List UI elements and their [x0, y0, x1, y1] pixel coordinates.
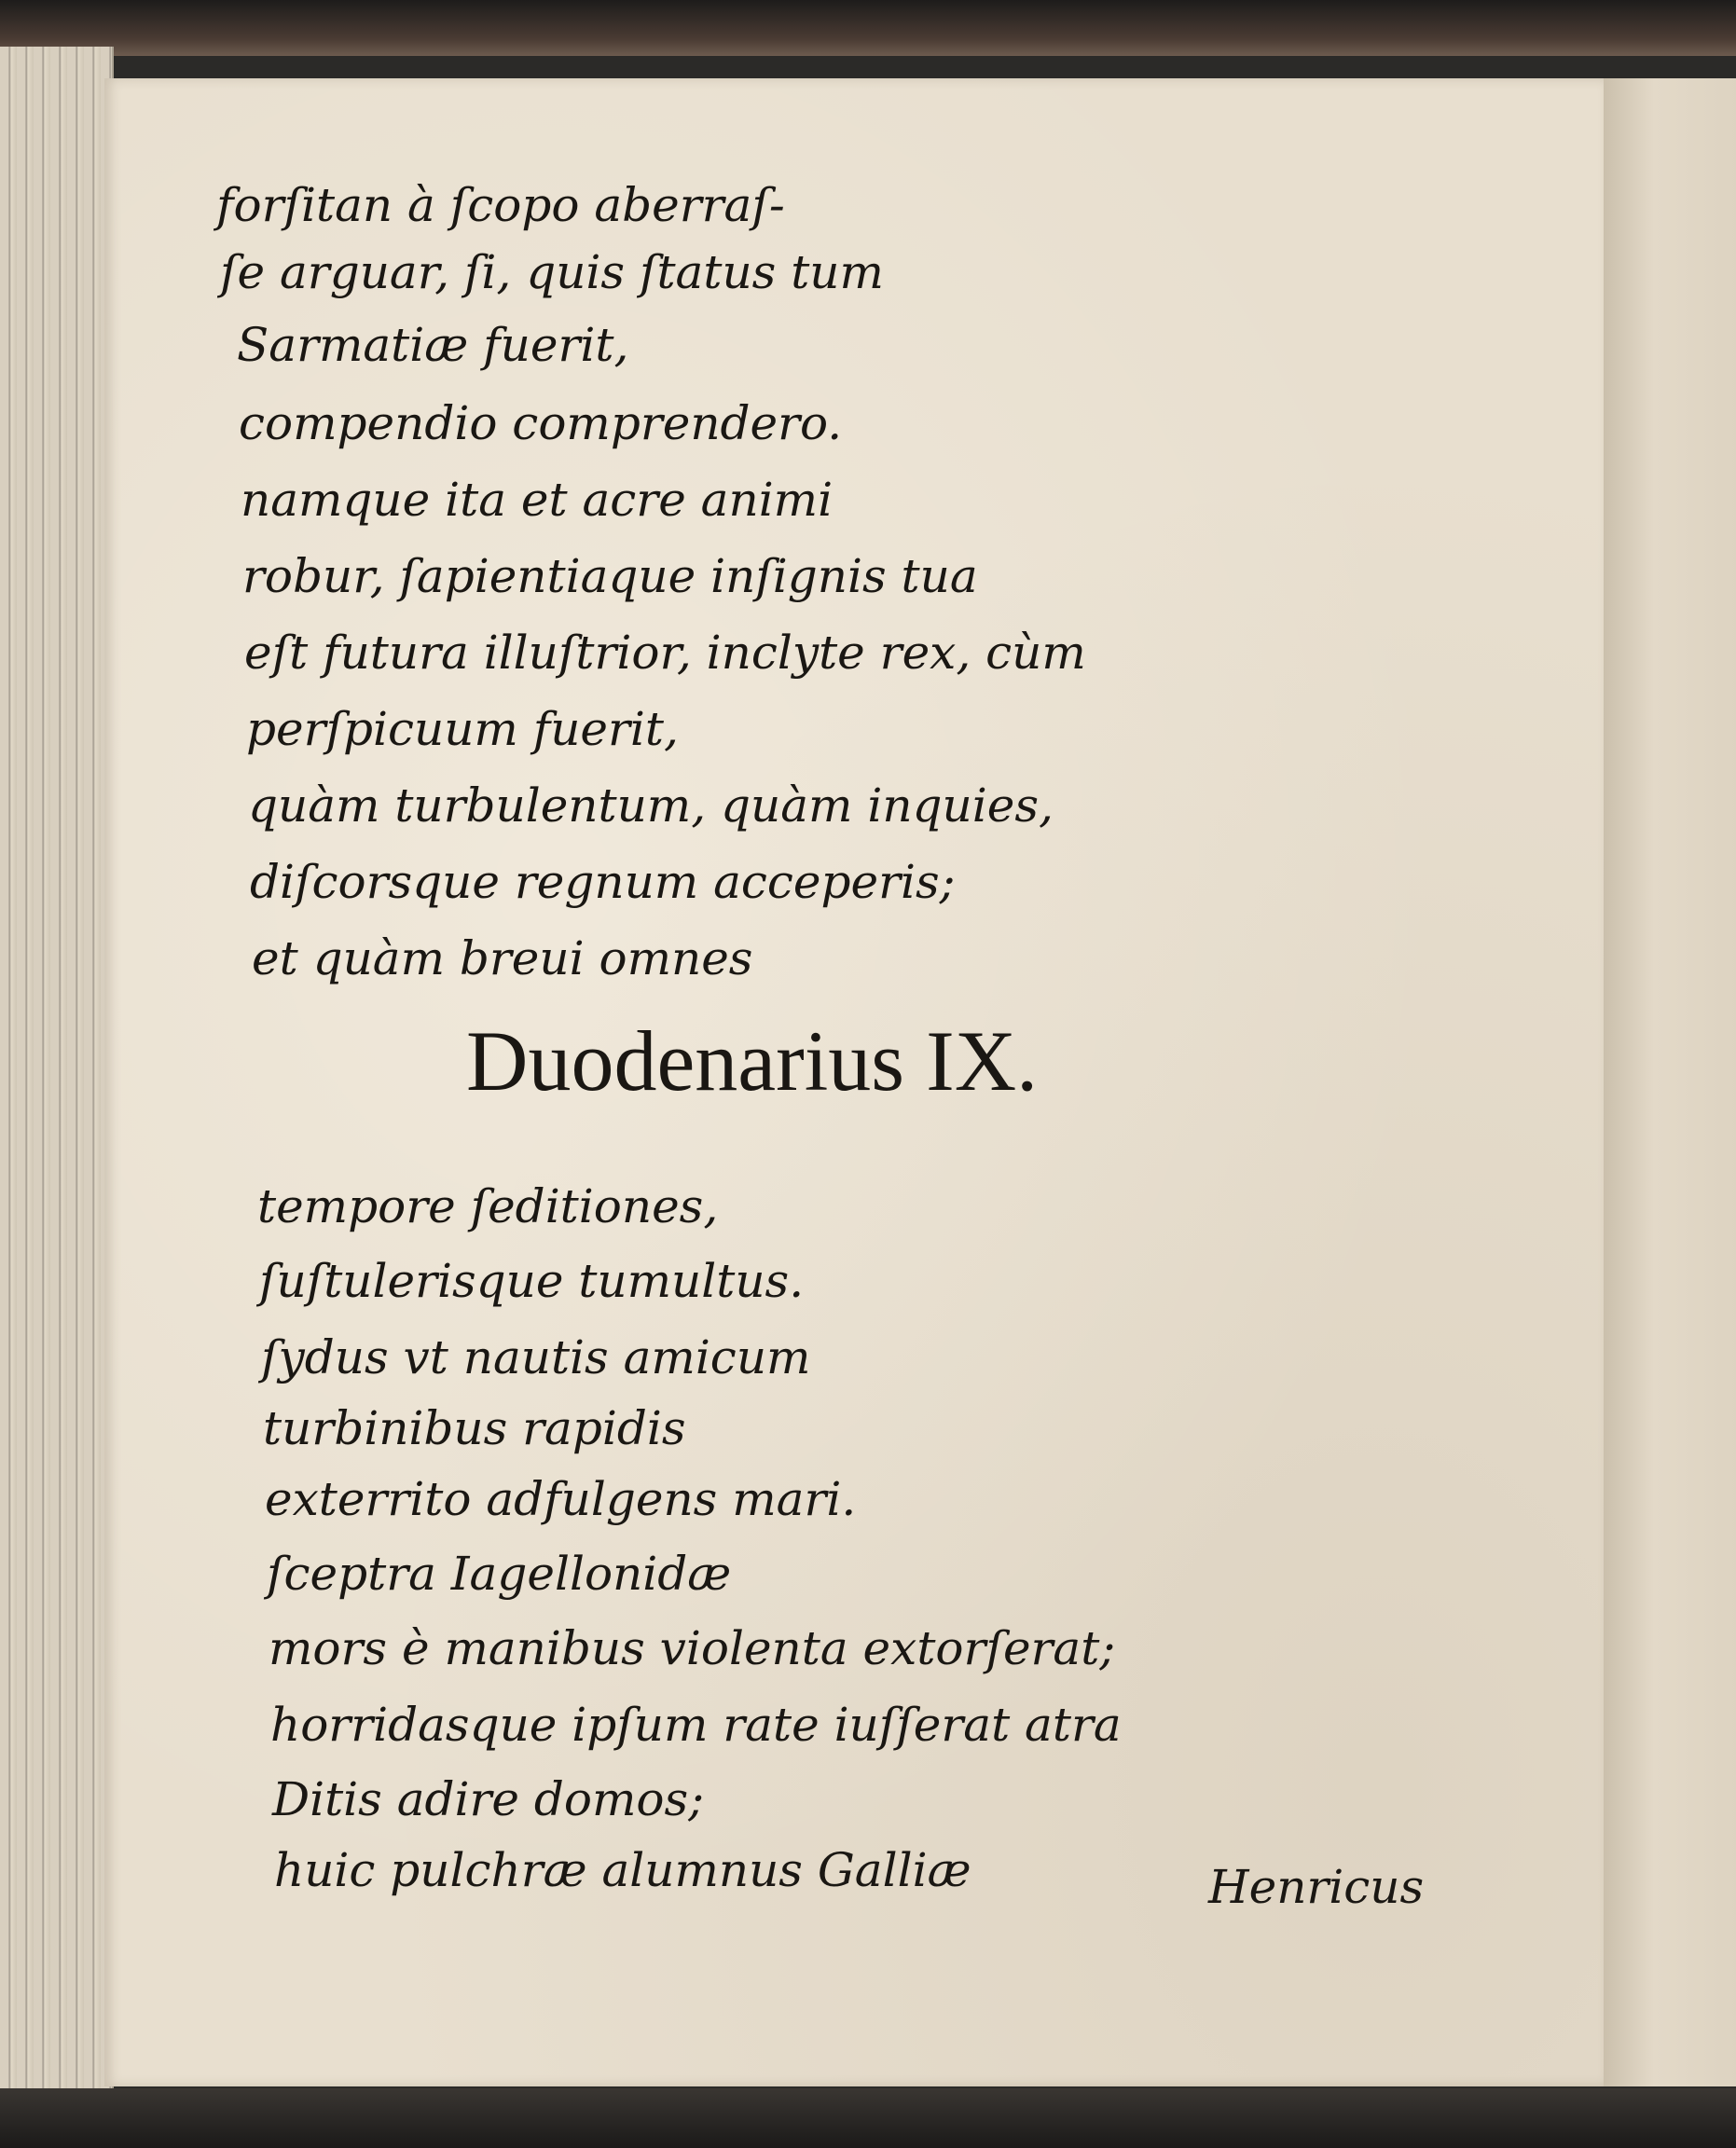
text-line: tempore ſeditiones, — [257, 1179, 719, 1233]
text-line: huic pulchræ alumnus Galliæ — [274, 1843, 971, 1897]
text-line: ſe arguar, ſi, quis ſtatus tum — [220, 245, 884, 299]
text-line: Ditis adire domos; — [272, 1772, 705, 1826]
text-line: turbinibus rapidis — [263, 1401, 686, 1455]
text-line: ſuſtulerisque tumultus. — [259, 1254, 805, 1308]
text-line: forſitan à ſcopo aberraſ- — [216, 178, 785, 232]
book-binding-bottom — [0, 2088, 1736, 2148]
text-line: mors è manibus violenta extorſerat; — [269, 1621, 1116, 1675]
text-line: namque ita et acre animi — [241, 473, 834, 527]
text-line: diſcorsque regnum acceperis; — [250, 855, 956, 909]
text-line: exterrito adfulgens mari. — [265, 1472, 857, 1526]
text-line: robur, ſapientiaque inſignis tua — [242, 549, 978, 603]
text-line: Sarmatiæ fuerit, — [237, 318, 629, 372]
text-line: perſpicuum fuerit, — [246, 702, 679, 756]
text-line: horridasque ipſum rate iuſſerat atra — [270, 1698, 1122, 1752]
text-line: ſceptra Iagellonidæ — [267, 1547, 732, 1601]
book-binding-top — [0, 0, 1736, 56]
text-line: eſt futura illuſtrior, inclyte rex, cùm — [244, 626, 1086, 680]
text-line: ſydus vt nautis amicum — [261, 1330, 811, 1384]
text-line: compendio comprendero. — [239, 396, 843, 450]
text-line: quàm turbulentum, quàm inquies, — [248, 778, 1054, 833]
section-heading: Duodenarius IX. — [466, 1013, 1039, 1108]
text-line: et quàm breui omnes — [252, 931, 753, 985]
facing-page-edge — [1596, 78, 1736, 2086]
catchword: Henricus — [1208, 1860, 1425, 1914]
page-stack-left — [0, 47, 114, 2098]
